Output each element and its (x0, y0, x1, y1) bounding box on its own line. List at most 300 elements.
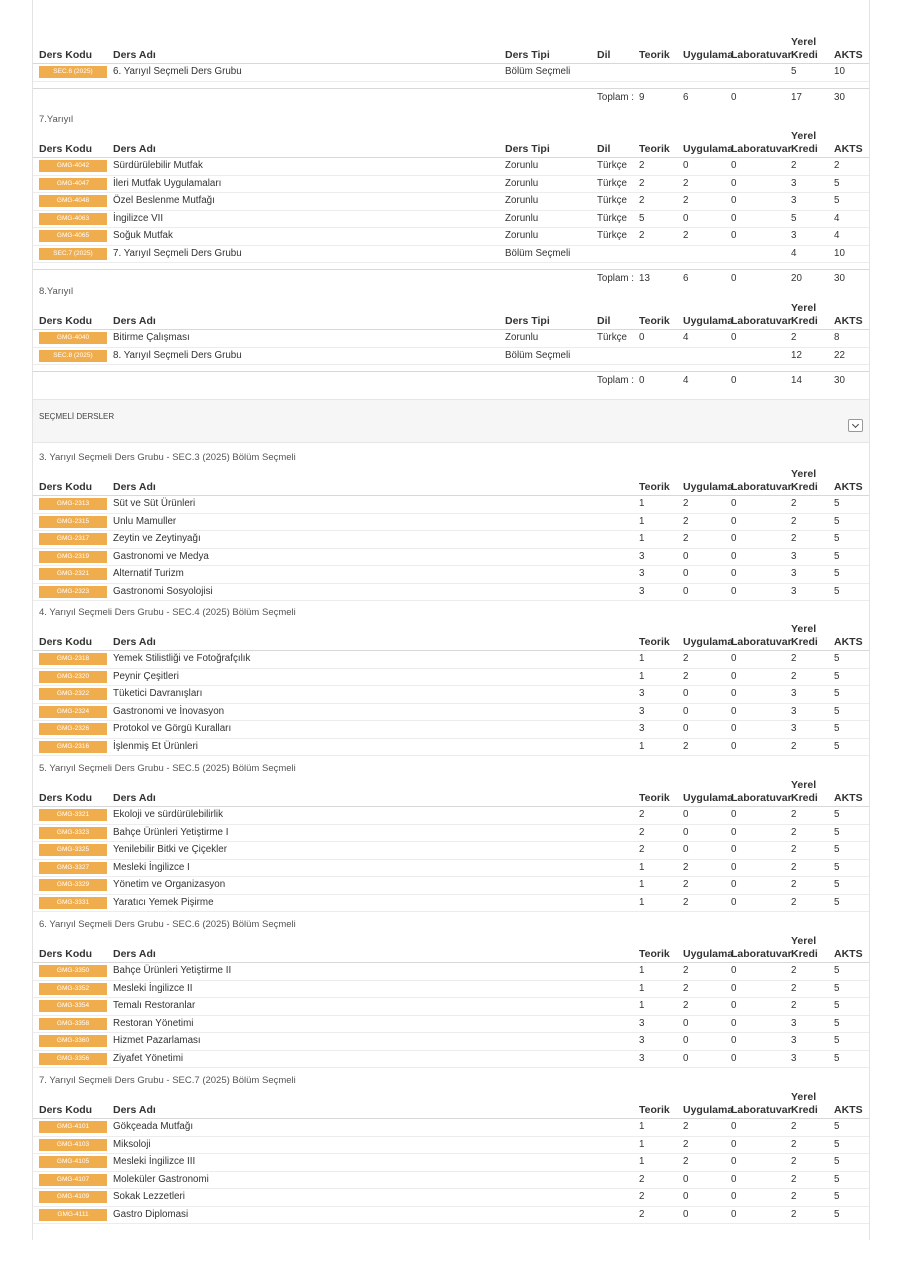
course-credit: 2 (791, 498, 797, 509)
col-header-ects: AKTS (834, 1104, 863, 1116)
course-credit: 3 (791, 1052, 797, 1064)
table-header (33, 777, 869, 807)
col-header-credit-top: Yerel (791, 468, 817, 480)
course-practice: 2 (683, 879, 689, 890)
table-row (33, 64, 869, 82)
course-theory: 1 (639, 965, 645, 976)
elective-section-header[interactable] (33, 399, 869, 443)
course-practice: 0 (683, 1017, 689, 1029)
course-theory: 3 (639, 1035, 645, 1046)
course-code-badge[interactable]: GMG-2319 (39, 551, 107, 563)
course-lab: 0 (731, 1121, 737, 1132)
col-header-credit (791, 779, 818, 805)
course-credit: 3 (791, 568, 797, 579)
course-table (33, 300, 869, 388)
col-header-ects: AKTS (834, 49, 863, 61)
course-name: Peynir Çeşitleri (113, 670, 179, 682)
course-table (33, 34, 869, 105)
course-theory: 2 (639, 160, 645, 171)
col-header-credit-bottom: Kredi (791, 636, 818, 648)
table-row (33, 176, 869, 194)
course-practice: 2 (683, 177, 689, 189)
course-name: Gökçeada Mutfağı (113, 1121, 194, 1132)
total-practice: 4 (683, 375, 689, 386)
course-credit: 3 (791, 1035, 797, 1046)
course-credit: 3 (791, 688, 797, 699)
course-lab: 0 (731, 1191, 737, 1202)
col-header-name: Ders Adı (113, 143, 156, 155)
course-ects: 4 (834, 212, 840, 224)
course-ects: 2 (834, 160, 840, 171)
table-row (33, 496, 869, 514)
course-code-badge[interactable]: GMG-4109 (39, 1191, 107, 1203)
table-row (33, 193, 869, 211)
table-row (33, 704, 869, 722)
table-row (33, 651, 869, 669)
col-header-code: Ders Kodu (39, 948, 93, 960)
course-lab: 0 (731, 879, 737, 890)
course-code-badge[interactable]: SEC.8 (2025) (39, 350, 107, 362)
course-theory: 1 (639, 498, 645, 509)
course-name: Yemek Stilistliği ve Fotoğrafçılık (113, 653, 251, 664)
course-name: Süt ve Süt Ürünleri (113, 498, 196, 509)
course-code-badge[interactable]: GMG-3323 (39, 827, 107, 839)
course-ects: 5 (834, 585, 840, 597)
course-lab: 0 (731, 1035, 737, 1046)
course-credit: 2 (791, 1000, 797, 1011)
col-header-credit (791, 935, 818, 961)
course-credit: 3 (791, 585, 797, 597)
course-ects: 5 (834, 861, 840, 873)
course-code-badge[interactable]: GMG-2315 (39, 516, 107, 528)
course-name: İngilizce VII (113, 212, 164, 224)
course-code-badge[interactable]: GMG-2326 (39, 723, 107, 735)
table-row (33, 1016, 869, 1034)
course-practice: 0 (683, 212, 689, 224)
course-ects: 22 (834, 349, 845, 361)
course-code-badge[interactable]: GMG-4048 (39, 195, 107, 207)
course-code-badge[interactable]: SEC.7 (2025) (39, 248, 107, 260)
course-theory: 1 (639, 515, 645, 527)
course-credit: 2 (791, 879, 797, 890)
col-header-credit (791, 302, 818, 328)
course-credit: 5 (791, 212, 797, 224)
course-code-badge[interactable]: GMG-3327 (39, 862, 107, 874)
col-header-lab: Laboratuvar (731, 792, 792, 804)
course-ects: 5 (834, 705, 840, 717)
course-theory: 3 (639, 550, 645, 562)
course-code-badge[interactable]: GMG-3331 (39, 897, 107, 909)
course-practice: 0 (683, 568, 689, 579)
col-header-credit (791, 130, 818, 156)
course-lab: 0 (731, 550, 737, 562)
course-code-badge[interactable]: GMG-4063 (39, 213, 107, 225)
col-header-language: Dil (597, 49, 611, 61)
table-header (33, 466, 869, 496)
col-header-practice: Uygulama (683, 49, 734, 61)
course-theory: 1 (639, 896, 645, 908)
col-header-credit-top: Yerel (791, 36, 817, 48)
course-theory: 3 (639, 1052, 645, 1064)
course-name: 7. Yarıyıl Seçmeli Ders Grubu (113, 247, 242, 259)
course-ects: 5 (834, 965, 840, 976)
course-practice: 2 (683, 533, 689, 544)
course-code-badge[interactable]: GMG-3321 (39, 809, 107, 821)
course-ects: 5 (834, 879, 840, 890)
course-theory: 1 (639, 653, 645, 664)
col-header-practice: Uygulama (683, 792, 734, 804)
course-name: Mesleki İngilizce III (113, 1156, 196, 1167)
course-practice: 2 (683, 1121, 689, 1132)
course-code-badge[interactable]: GMG-3325 (39, 844, 107, 856)
course-ects: 5 (834, 670, 840, 682)
col-header-theory: Teorik (639, 792, 670, 804)
table-header (33, 34, 869, 64)
table-row (33, 860, 869, 878)
table-header (33, 1089, 869, 1119)
course-name: Sokak Lezzetleri (113, 1191, 185, 1202)
course-code-badge[interactable]: GMG-3356 (39, 1053, 107, 1065)
course-code-badge[interactable]: GMG-3354 (39, 1000, 107, 1012)
elective-group-title: 4. Yarıyıl Seçmeli Ders Grubu - SEC.4 (2025) Bölüm Seçmeli (39, 607, 296, 618)
table-header (33, 300, 869, 330)
col-header-type: Ders Tipi (505, 49, 550, 61)
table-row (33, 963, 869, 981)
table-row (33, 686, 869, 704)
course-code-badge[interactable]: GMG-4065 (39, 230, 107, 242)
table-row (33, 895, 869, 913)
col-header-credit (791, 468, 818, 494)
table-row (33, 514, 869, 532)
elective-table (33, 1089, 869, 1224)
course-name: Unlu Mamuller (113, 515, 177, 527)
total-label: Toplam : (597, 375, 635, 386)
elective-group-title: 5. Yarıyıl Seçmeli Ders Grubu - SEC.5 (2025) Bölüm Seçmeli (39, 763, 296, 774)
course-language: Türkçe (597, 212, 627, 224)
chevron-down-icon[interactable] (848, 419, 863, 432)
course-code-badge[interactable]: GMG-4107 (39, 1174, 107, 1186)
course-type: Zorunlu (505, 230, 539, 241)
col-header-ects: AKTS (834, 481, 863, 493)
course-practice: 0 (683, 705, 689, 717)
col-header-theory: Teorik (639, 49, 670, 61)
course-ects: 5 (834, 1156, 840, 1167)
course-practice: 2 (683, 1000, 689, 1011)
course-code-badge[interactable]: GMG-4047 (39, 178, 107, 190)
col-header-name: Ders Adı (113, 315, 156, 327)
course-code-badge[interactable]: GMG-4103 (39, 1139, 107, 1151)
col-header-ects: AKTS (834, 315, 863, 327)
table-row (33, 1137, 869, 1155)
course-name: İşlenmiş Et Ürünleri (113, 740, 198, 752)
col-header-lab: Laboratuvar (731, 481, 792, 493)
course-code-badge[interactable]: GMG-4105 (39, 1156, 107, 1168)
course-name: Alternatif Turizm (113, 568, 184, 579)
course-practice: 0 (683, 1035, 689, 1046)
total-theory: 0 (639, 375, 645, 386)
table-row (33, 877, 869, 895)
course-credit: 3 (791, 195, 797, 206)
course-name: Miksoloji (113, 1138, 151, 1150)
col-header-ects: AKTS (834, 143, 863, 155)
course-credit: 2 (791, 844, 797, 855)
course-ects: 5 (834, 1138, 840, 1150)
table-row (33, 1189, 869, 1207)
total-practice: 6 (683, 273, 689, 284)
table-row (33, 584, 869, 602)
col-header-theory: Teorik (639, 1104, 670, 1116)
total-practice: 6 (683, 91, 689, 103)
course-code-badge[interactable]: GMG-2321 (39, 568, 107, 580)
course-lab: 0 (731, 653, 737, 664)
course-practice: 2 (683, 515, 689, 527)
table-row (33, 1033, 869, 1051)
course-lab: 0 (731, 585, 737, 597)
table-header (33, 933, 869, 963)
course-code-badge[interactable]: GMG-4042 (39, 160, 107, 172)
col-header-ects: AKTS (834, 792, 863, 804)
col-header-credit (791, 36, 818, 62)
course-practice: 0 (683, 723, 689, 734)
course-practice: 2 (683, 670, 689, 682)
table-row (33, 981, 869, 999)
course-language: Türkçe (597, 230, 627, 241)
table-row (33, 1154, 869, 1172)
course-credit: 3 (791, 1017, 797, 1029)
col-header-code: Ders Kodu (39, 49, 93, 61)
table-row (33, 1119, 869, 1137)
table-row (33, 669, 869, 687)
course-type: Zorunlu (505, 177, 539, 189)
course-practice: 2 (683, 230, 689, 241)
course-lab: 0 (731, 1138, 737, 1150)
col-header-code: Ders Kodu (39, 481, 93, 493)
course-code-badge[interactable]: GMG-3350 (39, 965, 107, 977)
course-ects: 10 (834, 247, 845, 259)
table-row (33, 721, 869, 739)
col-header-theory: Teorik (639, 143, 670, 155)
elective-section-title: SEÇMELİ DERSLER (39, 412, 115, 421)
course-name: Gastro Diplomasi (113, 1208, 189, 1220)
total-credit: 14 (791, 375, 802, 386)
course-ects: 5 (834, 809, 840, 820)
col-header-language: Dil (597, 143, 611, 155)
table-header (33, 128, 869, 158)
course-ects: 5 (834, 844, 840, 855)
course-name: Gastronomi ve İnovasyon (113, 705, 225, 717)
col-header-credit-bottom: Kredi (791, 792, 818, 804)
col-header-code: Ders Kodu (39, 315, 93, 327)
course-code-badge[interactable]: GMG-2318 (39, 653, 107, 665)
course-theory: 2 (639, 177, 645, 189)
table-row (33, 1051, 869, 1069)
course-lab: 0 (731, 982, 737, 994)
course-practice: 2 (683, 653, 689, 664)
table-row (33, 330, 869, 348)
course-theory: 3 (639, 705, 645, 717)
course-practice: 0 (683, 844, 689, 855)
course-type: Bölüm Seçmeli (505, 66, 571, 77)
course-code-badge[interactable]: GMG-4101 (39, 1121, 107, 1133)
course-code-badge[interactable]: GMG-4040 (39, 332, 107, 344)
col-header-code: Ders Kodu (39, 143, 93, 155)
course-practice: 0 (683, 1173, 689, 1185)
course-theory: 1 (639, 982, 645, 994)
course-credit: 2 (791, 332, 797, 343)
course-theory: 1 (639, 670, 645, 682)
course-credit: 2 (791, 982, 797, 994)
total-lab: 0 (731, 91, 737, 103)
course-practice: 2 (683, 740, 689, 752)
course-code-badge[interactable]: GMG-3329 (39, 879, 107, 891)
total-ects: 30 (834, 273, 845, 284)
course-lab: 0 (731, 332, 737, 343)
elective-group-title: 7. Yarıyıl Seçmeli Ders Grubu - SEC.7 (2025) Bölüm Seçmeli (39, 1075, 296, 1086)
course-credit: 3 (791, 177, 797, 189)
course-name: Bahçe Ürünleri Yetiştirme II (113, 965, 232, 976)
table-row (33, 246, 869, 264)
table-row (33, 998, 869, 1016)
course-credit: 2 (791, 653, 797, 664)
course-code-badge[interactable]: GMG-2317 (39, 533, 107, 545)
course-lab: 0 (731, 1017, 737, 1029)
table-row (33, 842, 869, 860)
course-lab: 0 (731, 705, 737, 717)
course-lab: 0 (731, 1052, 737, 1064)
course-credit: 2 (791, 533, 797, 544)
course-lab: 0 (731, 740, 737, 752)
table-row (33, 158, 869, 176)
course-credit: 2 (791, 861, 797, 873)
course-theory: 0 (639, 332, 645, 343)
course-ects: 5 (834, 1017, 840, 1029)
course-theory: 3 (639, 568, 645, 579)
col-header-credit-top: Yerel (791, 302, 817, 314)
course-code-badge[interactable]: GMG-4111 (39, 1209, 107, 1221)
course-name: Ziyafet Yönetimi (113, 1052, 184, 1064)
course-ects: 5 (834, 688, 840, 699)
course-lab: 0 (731, 723, 737, 734)
course-practice: 2 (683, 1156, 689, 1167)
course-practice: 0 (683, 160, 689, 171)
course-language: Türkçe (597, 332, 627, 343)
course-ects: 5 (834, 195, 840, 206)
course-name: Mesleki İngilizce I (113, 861, 190, 873)
course-name: Bitirme Çalışması (113, 332, 190, 343)
course-code-badge[interactable]: GMG-2320 (39, 671, 107, 683)
col-header-practice: Uygulama (683, 948, 734, 960)
course-ects: 5 (834, 1208, 840, 1220)
col-header-name: Ders Adı (113, 792, 156, 804)
course-credit: 2 (791, 1138, 797, 1150)
course-ects: 5 (834, 1000, 840, 1011)
course-ects: 5 (834, 896, 840, 908)
col-header-lab: Laboratuvar (731, 315, 792, 327)
table-row (33, 739, 869, 757)
total-ects: 30 (834, 91, 845, 103)
total-credit: 20 (791, 273, 802, 284)
col-header-theory: Teorik (639, 315, 670, 327)
course-credit: 2 (791, 1121, 797, 1132)
course-ects: 5 (834, 177, 840, 189)
course-credit: 2 (791, 1191, 797, 1202)
course-name: Tüketici Davranışları (113, 688, 203, 699)
col-header-credit-top: Yerel (791, 779, 817, 791)
course-code-badge[interactable]: GMG-2323 (39, 586, 107, 598)
total-credit: 17 (791, 91, 802, 103)
course-name: Moleküler Gastronomi (113, 1173, 209, 1185)
course-theory: 3 (639, 688, 645, 699)
course-lab: 0 (731, 177, 737, 189)
course-credit: 5 (791, 66, 797, 77)
course-name: 6. Yarıyıl Seçmeli Ders Grubu (113, 66, 242, 77)
course-ects: 5 (834, 515, 840, 527)
course-lab: 0 (731, 965, 737, 976)
course-name: Gastronomi ve Medya (113, 550, 209, 562)
course-code-badge[interactable]: GMG-3358 (39, 1018, 107, 1030)
course-theory: 3 (639, 723, 645, 734)
course-credit: 3 (791, 723, 797, 734)
course-lab: 0 (731, 1000, 737, 1011)
elective-table (33, 621, 869, 756)
course-theory: 2 (639, 230, 645, 241)
course-code-badge[interactable]: SEC.6 (2025) (39, 66, 107, 78)
course-credit: 2 (791, 1156, 797, 1167)
course-lab: 0 (731, 230, 737, 241)
col-header-theory: Teorik (639, 481, 670, 493)
course-credit: 2 (791, 515, 797, 527)
course-practice: 0 (683, 809, 689, 820)
table-row (33, 825, 869, 843)
course-practice: 0 (683, 550, 689, 562)
course-credit: 4 (791, 247, 797, 259)
course-code-badge[interactable]: GMG-3360 (39, 1035, 107, 1047)
course-practice: 2 (683, 965, 689, 976)
course-credit: 2 (791, 1173, 797, 1185)
col-header-credit-top: Yerel (791, 935, 817, 947)
course-ects: 5 (834, 1121, 840, 1132)
col-header-name: Ders Adı (113, 481, 156, 493)
col-header-name: Ders Adı (113, 49, 156, 61)
elective-table (33, 933, 869, 1068)
course-code-badge[interactable]: GMG-3352 (39, 983, 107, 995)
course-code-badge[interactable]: GMG-2316 (39, 741, 107, 753)
course-credit: 3 (791, 230, 797, 241)
course-name: Restoran Yönetimi (113, 1017, 194, 1029)
course-code-badge[interactable]: GMG-2313 (39, 498, 107, 510)
course-ects: 10 (834, 66, 845, 77)
course-credit: 2 (791, 896, 797, 908)
total-row (33, 269, 869, 286)
course-type: Zorunlu (505, 195, 539, 206)
course-name: Soğuk Mutfak (113, 230, 173, 241)
course-practice: 2 (683, 861, 689, 873)
course-theory: 1 (639, 1121, 645, 1132)
course-name: Yönetim ve Organizasyon (113, 879, 226, 890)
elective-group-title: 3. Yarıyıl Seçmeli Ders Grubu - SEC.3 (2025) Bölüm Seçmeli (39, 452, 296, 463)
course-code-badge[interactable]: GMG-2322 (39, 688, 107, 700)
col-header-credit-top: Yerel (791, 130, 817, 142)
col-header-practice: Uygulama (683, 1104, 734, 1116)
col-header-credit-bottom: Kredi (791, 49, 818, 61)
course-ects: 5 (834, 1052, 840, 1064)
col-header-credit-top: Yerel (791, 1091, 817, 1103)
course-theory: 1 (639, 533, 645, 544)
table-row (33, 211, 869, 229)
course-code-badge[interactable]: GMG-2324 (39, 706, 107, 718)
course-name: Zeytin ve Zeytinyağı (113, 533, 201, 544)
course-ects: 5 (834, 723, 840, 734)
